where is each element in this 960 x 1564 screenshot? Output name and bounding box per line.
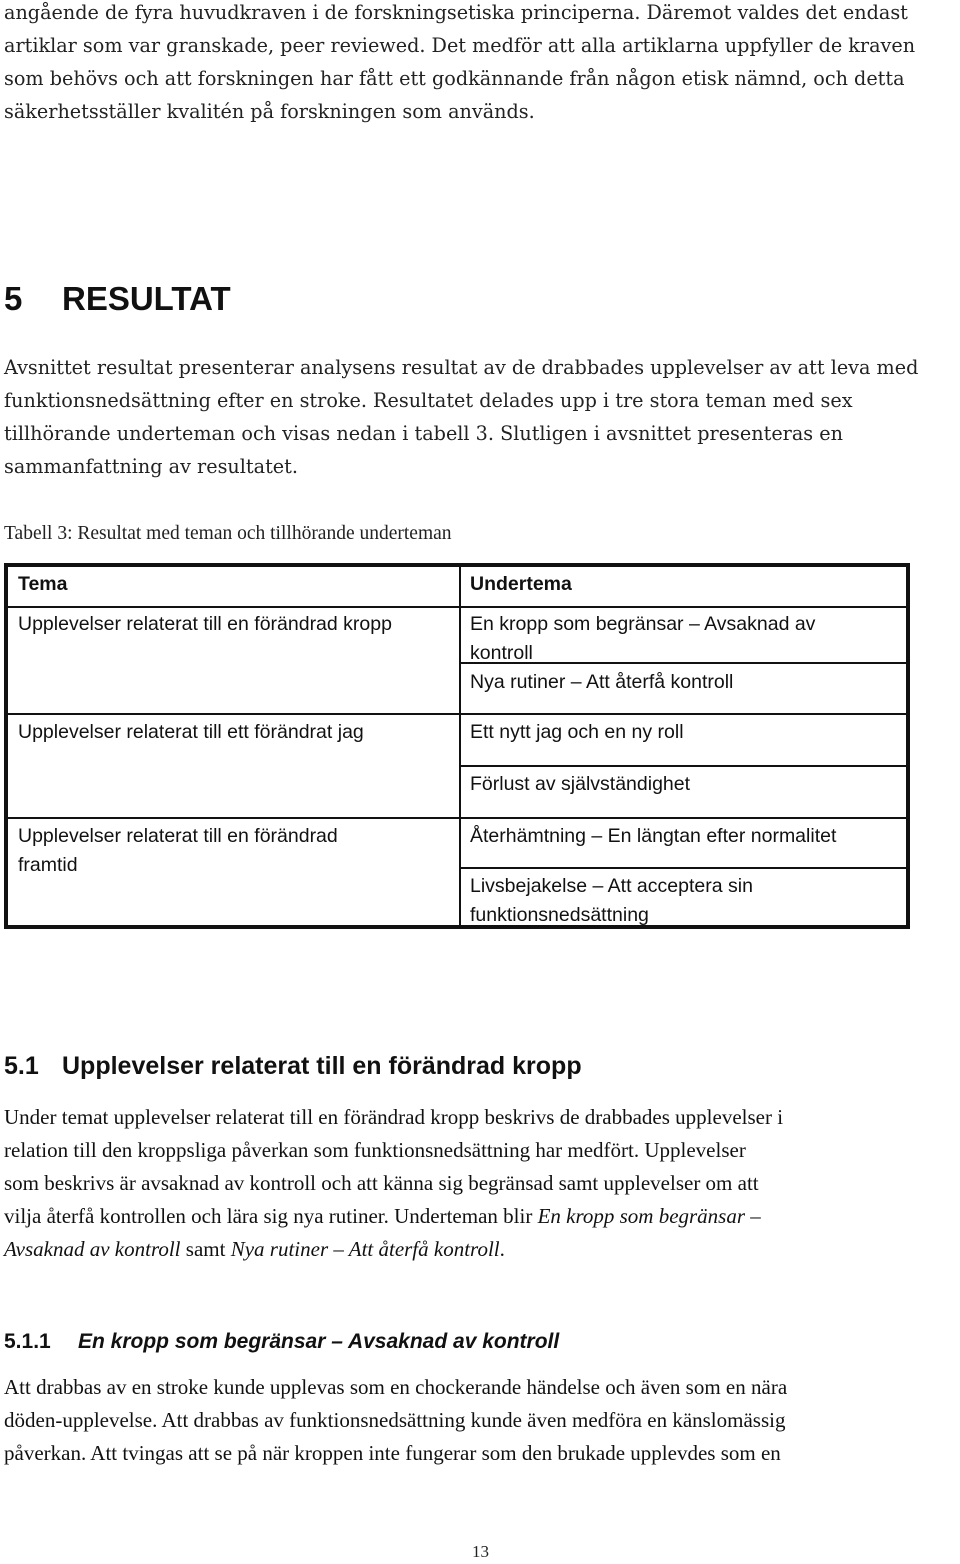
section-5-paragraph <box>4 351 960 483</box>
results-table <box>4 563 910 929</box>
section-number: 5 <box>4 280 23 317</box>
paragraph-line: funktionsnedsättning efter en stroke. Resultatet delades upp i tre stora teman med sex <box>4 389 853 412</box>
section-5-1-1-heading <box>4 1330 559 1354</box>
table-row-divider <box>461 867 906 869</box>
table-cell-tema: Upplevelser relaterat till ett förändrat jag <box>18 721 364 743</box>
intro-paragraph <box>4 0 960 128</box>
table-cell-tema: Upplevelser relaterat till en förändrad framtid <box>18 825 338 876</box>
section-5-1-paragraph <box>4 1101 960 1266</box>
table-cell-undertema: En kropp som begränsar – Avsaknad av kontroll <box>470 613 816 664</box>
intro-line: angående de fyra huvudkraven i de forskningsetiska principerna. Däremot valdes det endast <box>4 1 908 24</box>
section-title: En kropp som begränsar – Avsaknad av kontroll <box>78 1330 560 1353</box>
paragraph-line: tillhörande underteman och visas nedan i tabell 3. Slutligen i avsnittet presenteras en <box>4 422 843 445</box>
table-cell-undertema: Nya rutiner – Att återfå kontroll <box>470 671 734 693</box>
table-row-divider <box>8 817 906 819</box>
table-caption: Tabell 3: Resultat med teman och tillhörande underteman <box>4 523 452 544</box>
table-cell-undertema: Förlust av självständighet <box>470 773 691 795</box>
section-5-1-1-paragraph <box>4 1371 960 1470</box>
table-header-tema: Tema <box>18 573 68 595</box>
table-column-divider <box>459 567 461 925</box>
table-header-undertema: Undertema <box>470 573 572 595</box>
paragraph-line: som beskrivs är avsaknad av kontroll och att känna sig begränsad samt upplevelser om att <box>4 1171 759 1195</box>
page-number: 13 <box>472 1542 489 1561</box>
paragraph-line: döden-upplevelse. Att drabbas av funktionsnedsättning kunde även medföra en känslomässig <box>4 1408 786 1432</box>
section-title: Upplevelser relaterat till en förändrad kropp <box>62 1052 582 1080</box>
paragraph-line: Avsnittet resultat presenterar analysens resultat av de drabbades upplevelser av att leva med <box>4 356 919 379</box>
paragraph-line: Att drabbas av en stroke kunde upplevas som en chockerande händelse och även som en nära <box>4 1375 788 1399</box>
intro-line: säkerhetsställer kvalitén på forskningen som används. <box>4 100 535 123</box>
table-row-divider <box>461 765 906 767</box>
paragraph-line: vilja återfå kontrollen och lära sig nya rutiner. Underteman blir En kropp som begränsar – <box>4 1204 761 1228</box>
paragraph-line: relation till den kroppsliga påverkan som funktionsnedsättning har medfört. Upplevelser <box>4 1138 746 1162</box>
paragraph-line: Under temat upplevelser relaterat till en förändrad kropp beskrivs de drabbades upplevelser i <box>4 1105 784 1129</box>
section-title: RESULTAT <box>62 280 231 317</box>
section-5-1-heading <box>4 1052 582 1081</box>
table-row-divider <box>8 606 906 608</box>
section-number: 5.1 <box>4 1052 39 1080</box>
intro-line: som behövs och att forskningen har fått ett godkännande från någon etisk nämnd, och detta <box>4 67 905 90</box>
table-cell-undertema: Återhämtning – En längtan efter normalitet <box>470 825 837 847</box>
table-cell-undertema: Ett nytt jag och en ny roll <box>470 721 684 743</box>
table-cell-undertema: Livsbejakelse – Att acceptera sin funktionsnedsättning <box>470 875 753 926</box>
table-cell-tema: Upplevelser relaterat till en förändrad kropp <box>18 613 392 635</box>
table-row-divider <box>8 713 906 715</box>
section-number: 5.1.1 <box>4 1330 51 1353</box>
paragraph-line: påverkan. Att tvingas att se på när kroppen inte fungerar som den brukade upplevdes som en <box>4 1441 781 1465</box>
section-5-heading <box>4 280 231 318</box>
intro-line: artiklar som var granskade, peer reviewed. Det medför att alla artiklarna uppfyller de kraven <box>4 34 916 57</box>
paragraph-line: Avsaknad av kontroll samt Nya rutiner – Att återfå kontroll. <box>4 1237 505 1261</box>
paragraph-line: sammanfattning av resultatet. <box>4 455 298 478</box>
